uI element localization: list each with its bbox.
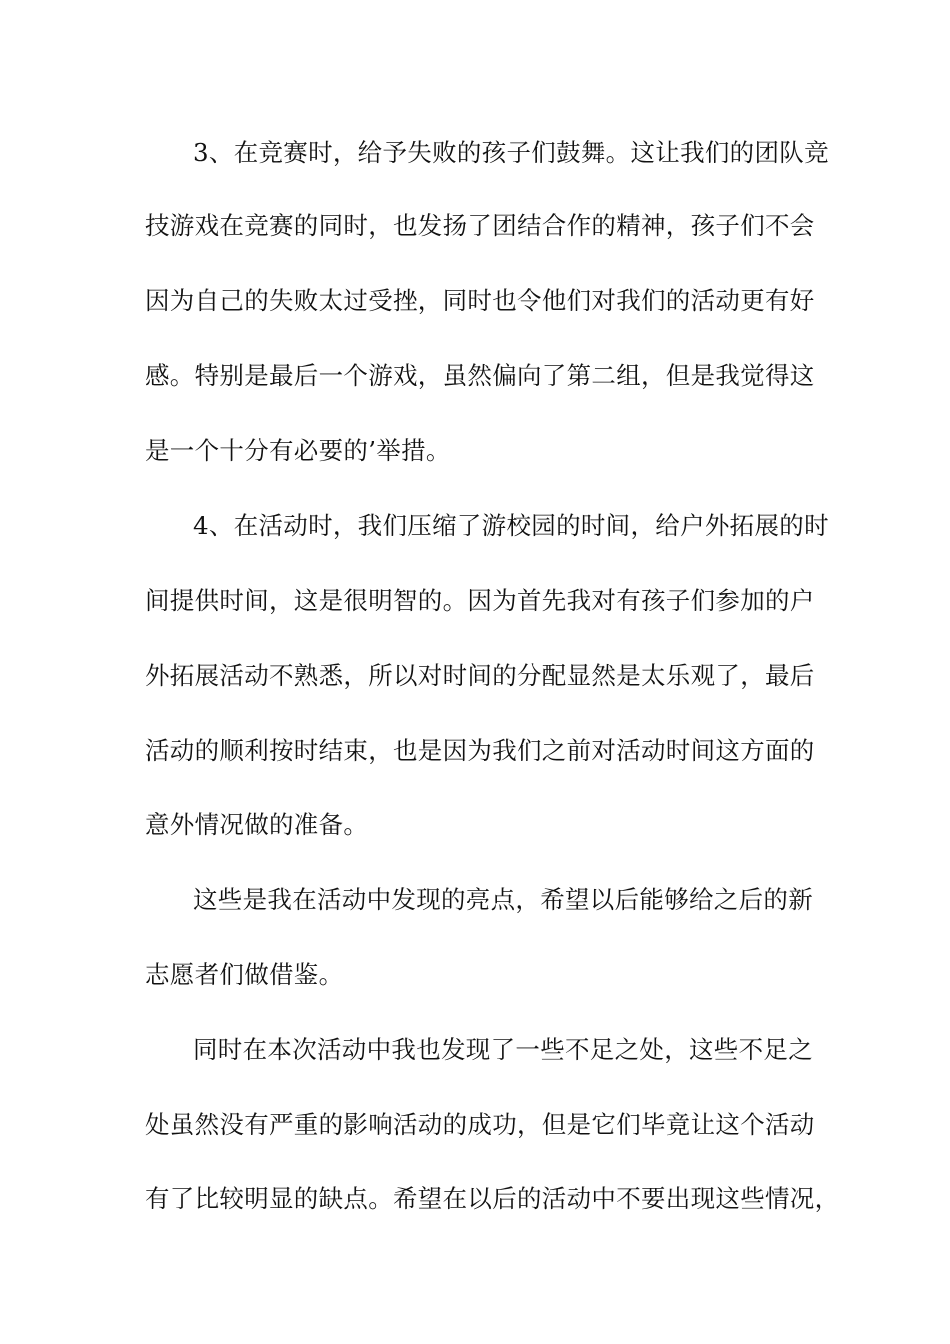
text-line: 志愿者们做借鉴。 [145,960,344,989]
text-line: 因为自己的失败太过受挫，同时也令他们对我们的活动更有好 [145,286,815,315]
text-line: 意外情况做的准备。 [145,810,369,839]
text-line: 感。特别是最后一个游戏，虽然偏向了第二组，但是我觉得这 [145,361,815,390]
text-line: 有了比较明显的缺点。希望在以后的活动中不要出现这些情况， [145,1184,840,1213]
text-line: 技游戏在竞赛的同时，也发扬了团结合作的精神，孩子们不会 [145,211,815,240]
text-line: 同时在本次活动中我也发现了一些不足之处，这些不足之 [193,1035,813,1064]
text-line: 间提供时间，这是很明智的。因为首先我对有孩子们参加的户 [145,586,815,615]
text-line: 是一个十分有必要的’举措。 [145,436,451,465]
text-line: 3、在竞赛时，给予失败的孩子们鼓舞。这让我们的团队竞 [193,138,829,167]
text-line: 4、在活动时，我们压缩了游校园的时间，给户外拓展的时 [193,511,829,540]
text-line: 这些是我在活动中发现的亮点，希望以后能够给之后的新 [193,885,813,914]
text-line: 活动的顺利按时结束，也是因为我们之前对活动时间这方面的 [145,736,815,765]
text-line: 外拓展活动不熟悉，所以对时间的分配显然是太乐观了，最后 [145,661,815,690]
text-line: 处虽然没有严重的影响活动的成功，但是它们毕竟让这个活动 [145,1110,815,1139]
